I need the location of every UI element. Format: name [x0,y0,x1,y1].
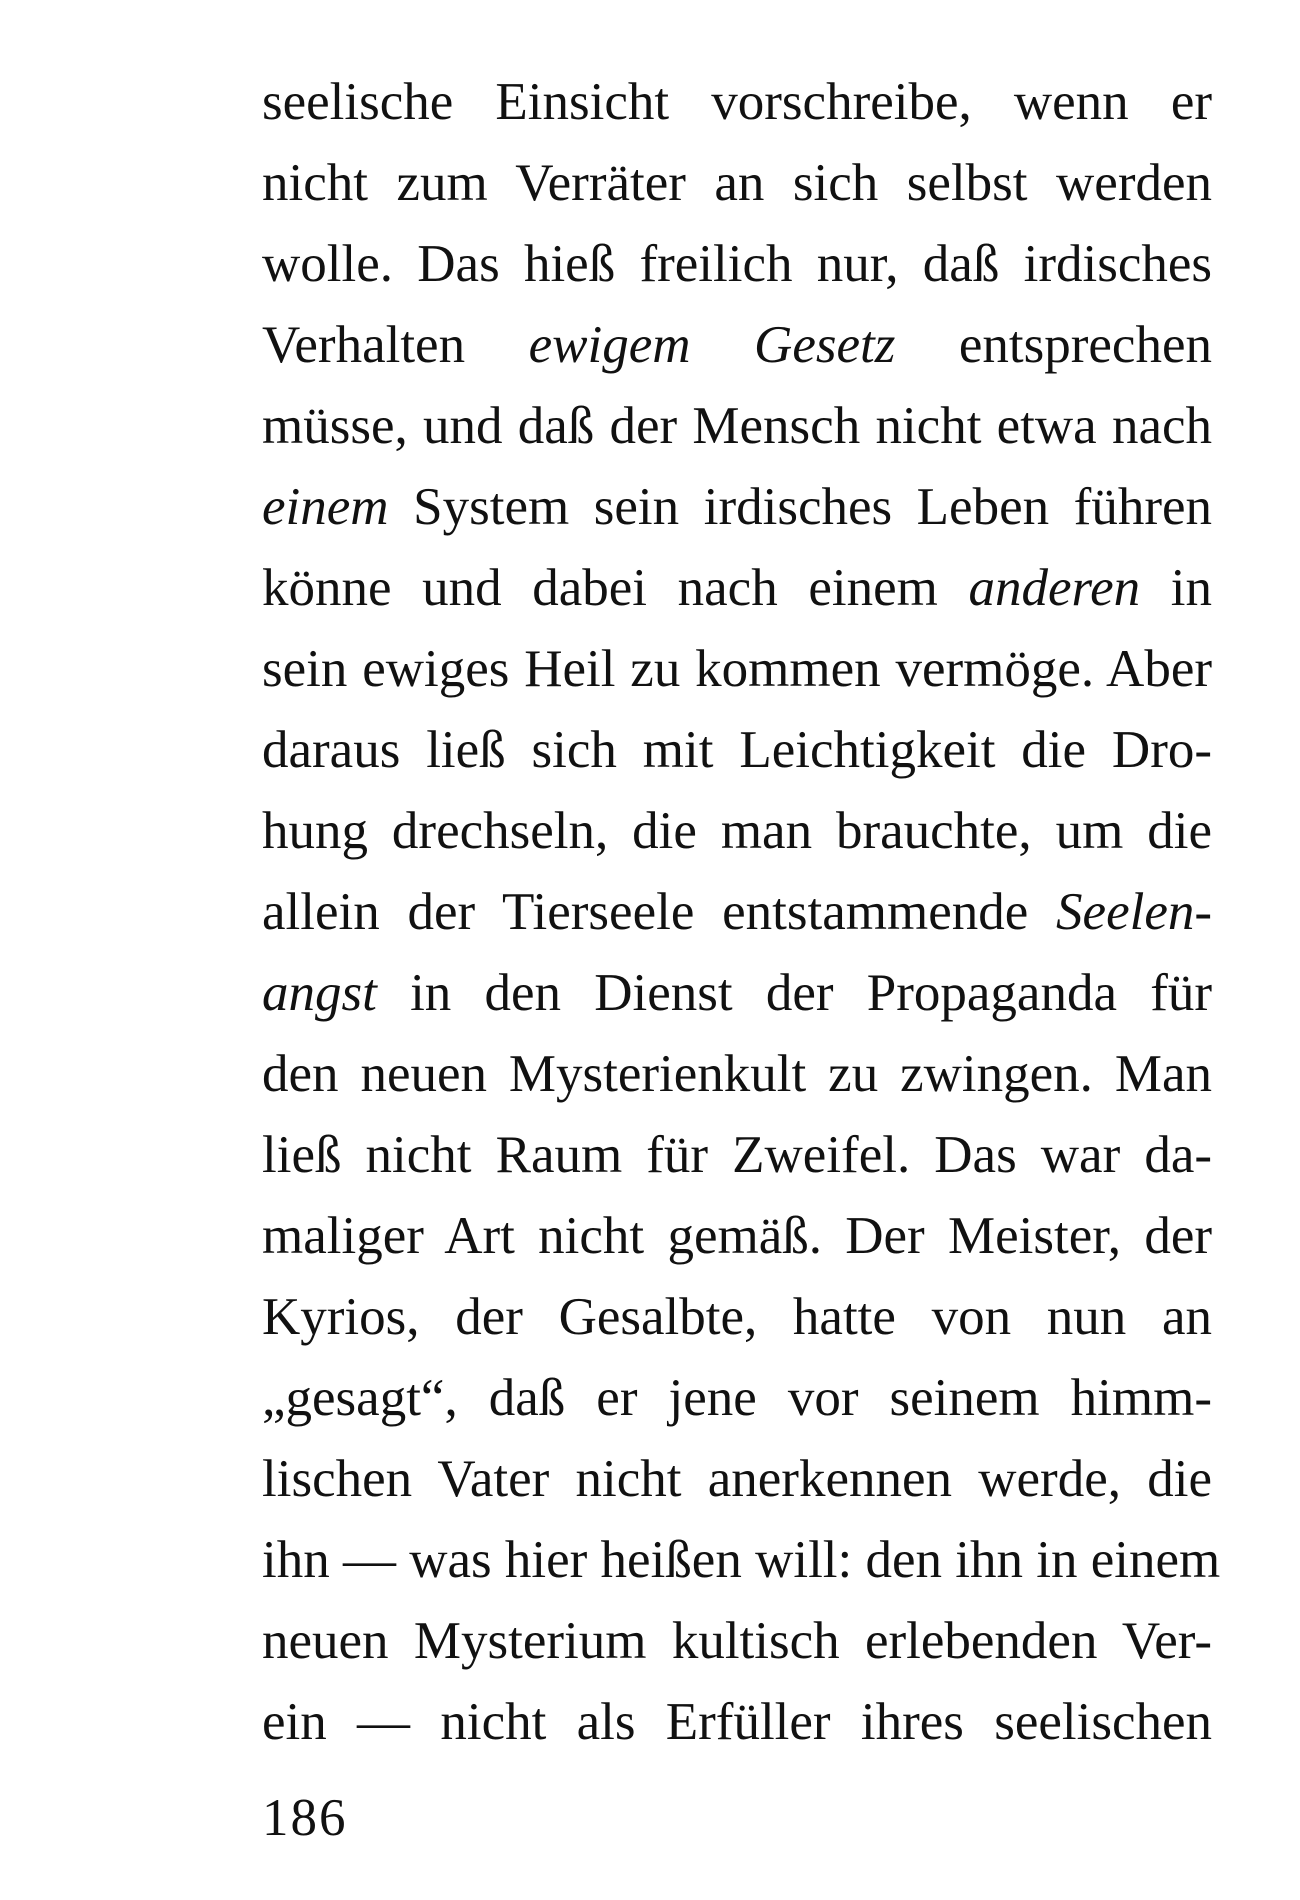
text-line [262,143,1212,224]
text-segment: in den Dienst der Propaganda für [376,964,1212,1022]
text-segment: lischen Vater nicht anerkennen werde, die [262,1450,1212,1508]
italic-text-segment: ewigem Gesetz [528,316,896,374]
text-line [262,1520,1221,1601]
text-line [262,548,1212,629]
text-line [262,305,1212,386]
text-line [262,1439,1212,1520]
text-segment: ein — nicht als Erfüller ihres seelischen [262,1693,1212,1751]
page-number: 186 [262,1789,348,1847]
text-segment: „gesagt“, daß er jene vor seinem himm- [262,1369,1212,1427]
text-segment: ließ nicht Raum für Zweifel. Das war da- [262,1126,1212,1184]
text-segment: neuen Mysterium kultisch erlebenden Ver- [262,1612,1212,1670]
text-segment: Verhalten [262,316,529,374]
text-segment: Kyrios, der Gesalbte, hatte von nun an [262,1288,1212,1346]
text-line [262,1682,1212,1763]
body-text [262,62,1221,1763]
italic-text-segment: Seelen- [1056,883,1212,941]
text-line [262,386,1212,467]
text-line [262,1034,1212,1115]
text-line [262,953,1212,1034]
text-segment: daraus ließ sich mit Leichtigkeit die Dro- [262,721,1212,779]
text-line [262,872,1212,953]
text-segment: entsprechen [895,316,1212,374]
text-line [262,467,1212,548]
text-segment: hung drechseln, die man brauchte, um die [262,802,1212,860]
italic-text-segment: einem [262,478,389,536]
italic-text-segment: angst [262,964,377,1022]
text-segment: seelische Einsicht vorschreibe, wenn er [262,73,1212,131]
text-segment: in [1140,559,1212,617]
italic-text-segment: anderen [968,559,1141,617]
text-line [262,224,1212,305]
text-segment: müsse, und daß der Mensch nicht etwa nach [262,397,1212,455]
text-segment: maliger Art nicht gemäß. Der Meister, der [262,1207,1212,1265]
text-segment: den neuen Mysterienkult zu zwingen. Man [262,1045,1212,1103]
text-segment: nicht zum Verräter an sich selbst werden [262,154,1212,212]
text-segment: sein ewiges Heil zu kommen vermöge. Aber [262,640,1212,698]
text-segment: könne und dabei nach einem [262,559,969,617]
text-line [262,629,1212,710]
text-segment: allein der Tierseele entstammende [262,883,1057,941]
text-segment: System sein irdisches Leben führen [388,478,1212,536]
text-line [262,1358,1212,1439]
text-line [262,1115,1212,1196]
text-line [262,1196,1212,1277]
text-line [262,710,1212,791]
text-line [262,62,1212,143]
text-line [262,1601,1212,1682]
text-segment: ihn — was hier heißen will: den ihn in einem [262,1531,1221,1589]
text-line [262,1277,1212,1358]
text-line [262,791,1212,872]
text-segment: wolle. Das hieß freilich nur, daß irdisches [262,235,1212,293]
